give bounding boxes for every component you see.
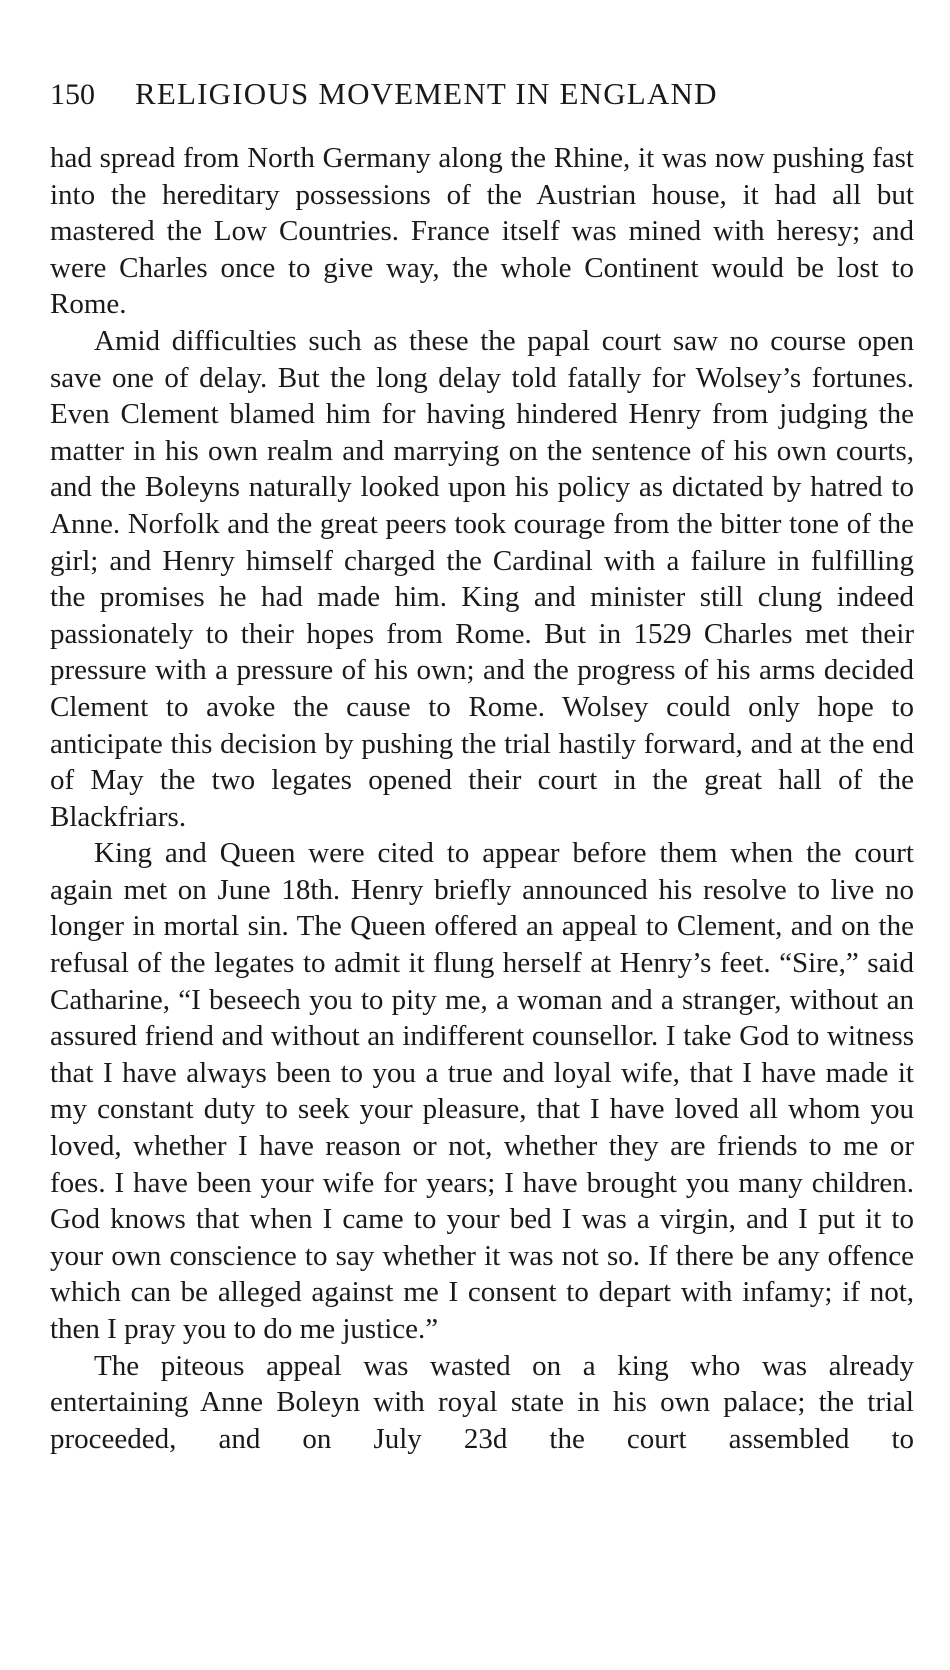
running-head: [50, 76, 914, 120]
paragraph-continuation: had spread from North Germany along the Rhine, it was now pushing fast into the hereditary possessions of the Austrian house, it had all but mastered the Low Countries. France itself was mined with heresy; and were Charles once to give way, the whole Continent would be lost to Rome.: [50, 142, 914, 321]
paragraph-papal-delay: Amid difficulties such as these the papal court saw no course open save one of delay. But the long delay told fatally for Wolsey’s fortunes. Even Clement blamed him for having hindered Henry from judging the matter in his own realm and marrying on the sentence of his own courts, and the Boleyns naturally looked upon his policy as dictated by hatred to Anne. Norfolk and the great peers took courage from the bitter tone of the girl; and Henry himself charged the Cardinal with a failure in fulfilling the promises he had made him. King and minister still clung indeed passionately to their hopes from Rome. But in 1529 Charles met their pressure with a pressure of his own; and the progress of his arms decided Clement to avoke the cause to Rome. Wolsey could only hope to anticipate this decision by pushing the trial hastily forward, and at the end of May the two legates opened their court in the great hall of the Blackfriars.: [50, 324, 914, 833]
paragraph-trial-proceeded: The piteous appeal was wasted on a king who was already entertaining Anne Boleyn with royal state in his own palace; the trial proceeded, and on July 23d the court assembled to: [50, 1349, 914, 1455]
chapter-title: RELIGIOUS MOVEMENT IN ENGLAND: [135, 76, 718, 111]
paragraph-catharine-appeal: King and Queen were cited to appear before them when the court again met on June 18th. Henry briefly announced his resolve to live no longer in mortal sin. The Queen offered an appeal to Clement, and on the refusal of the legates to admit it flung herself at Henry’s feet. “Sire,” said Catharine, “I beseech you to pity me, a woman and a stranger, without an assured friend and without an indifferent counsellor. I take God to witness that I have always been to you a true and loyal wife, that I have made it my constant duty to seek your pleasure, that I have loved all whom you loved, whether I have reason or not, whether they are friends to me or foes. I have been your wife for years; I have brought you many children. God knows that when I came to your bed I was a virgin, and I put it to your own conscience to say whether it was not so. If there be any offence which can be alleged against me I consent to depart with infamy; if not, then I pray you to do me justice.”: [50, 837, 914, 1345]
body-text: [50, 140, 914, 1457]
book-page: [50, 76, 914, 1457]
page-number: 150: [50, 78, 95, 111]
